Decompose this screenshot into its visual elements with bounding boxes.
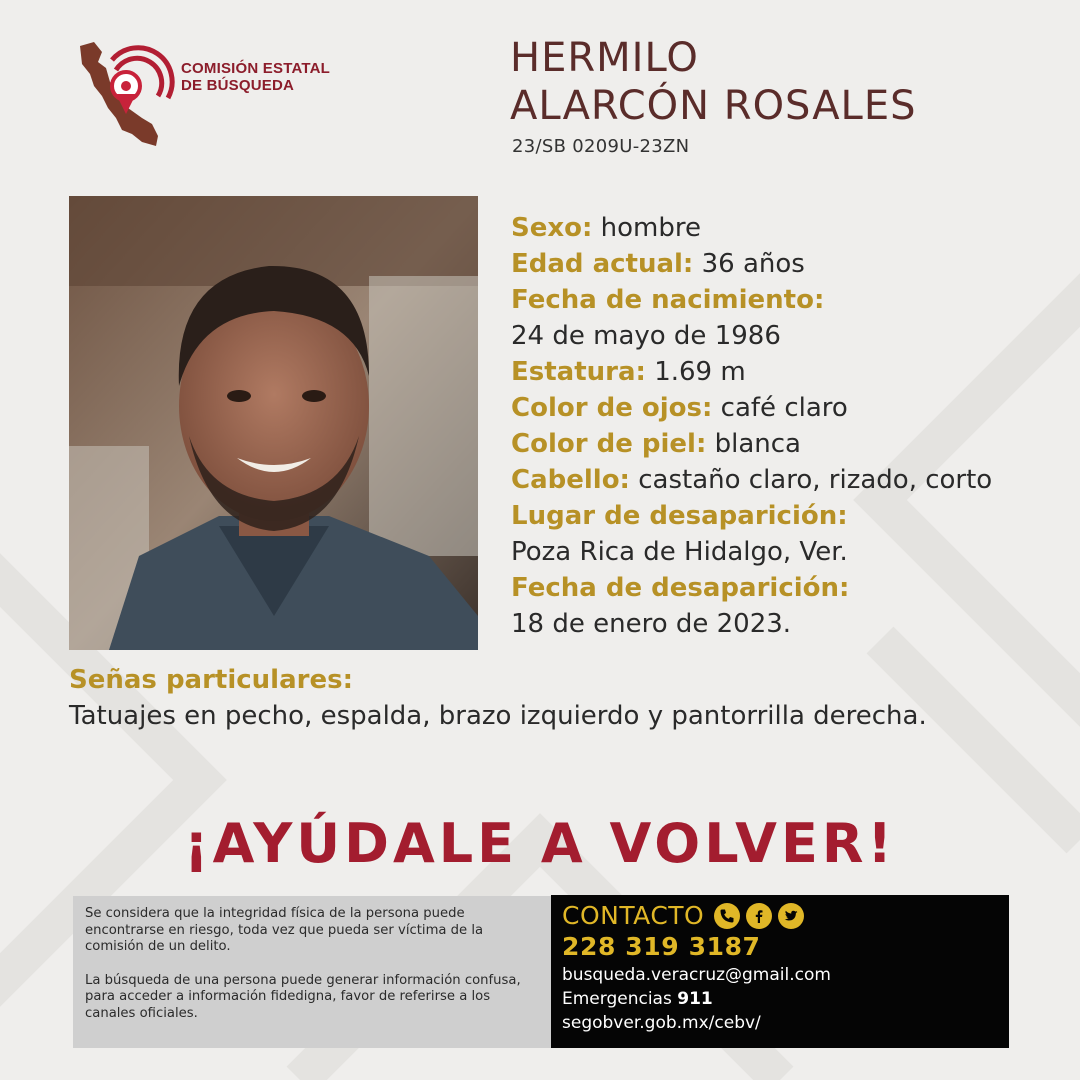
disclaimer-paragraph-1: Se considera que la integridad física de la persona puede encontrarse en riesgo, toda vez que pueda ser víctima de la comisión de un delito. — [85, 906, 484, 954]
contact-emergencias — [562, 987, 1009, 1011]
phone-icon[interactable] — [714, 903, 740, 929]
fecha-desap-label-row — [511, 570, 1051, 606]
logo-text — [181, 60, 330, 94]
ojos-value: café claro — [720, 393, 848, 423]
person-name — [510, 34, 1050, 130]
lugar-value: Poza Rica de Hidalgo, Ver. — [511, 537, 848, 567]
person-photo — [69, 196, 478, 650]
cabello-value: castaño claro, rizado, corto — [638, 465, 993, 495]
contact-phone[interactable]: 228 319 3187 — [562, 932, 761, 961]
cabello-label: Cabello: — [511, 465, 630, 495]
edad-label: Edad actual: — [511, 249, 694, 279]
call-to-action-heading: ¡AYÚDALE A VOLVER! — [183, 812, 897, 875]
lugar-label: Lugar de desaparición: — [511, 501, 848, 531]
social-icons — [714, 903, 804, 929]
name-line-1: HERMILO — [510, 35, 699, 81]
senas-particulares — [69, 662, 1059, 734]
edad-row — [511, 246, 1051, 282]
cabello-row — [511, 462, 1051, 498]
twitter-icon[interactable] — [778, 903, 804, 929]
fecha-desap-value: 18 de enero de 2023. — [511, 609, 792, 639]
estatura-value: 1.69 m — [654, 357, 746, 387]
senas-text: Tatuajes en pecho, espalda, brazo izquierdo y pantorrilla derecha. — [69, 701, 927, 731]
nacimiento-label-row — [511, 282, 1051, 318]
piel-value: blanca — [714, 429, 801, 459]
nacimiento-label: Fecha de nacimiento: — [511, 285, 825, 315]
emergencias-label: Emergencias — [562, 989, 672, 1009]
estatura-row — [511, 354, 1051, 390]
ojos-row — [511, 390, 1051, 426]
nacimiento-value: 24 de mayo de 1986 — [511, 321, 781, 351]
logo — [72, 38, 372, 153]
piel-row — [511, 426, 1051, 462]
edad-value: 36 años — [701, 249, 805, 279]
person-details — [511, 210, 1051, 642]
logo-line-1: COMISIÓN ESTATAL — [181, 60, 331, 77]
contact-web[interactable]: segobver.gob.mx/cebv/ — [562, 1013, 761, 1033]
sexo-row — [511, 210, 1051, 246]
facebook-icon[interactable] — [746, 903, 772, 929]
contact-title: CONTACTO — [562, 901, 705, 930]
senas-label: Señas particulares: — [69, 665, 353, 695]
lugar-label-row — [511, 498, 1051, 534]
disclaimer-paragraph-2: La búsqueda de una persona puede generar información confusa, para acceder a información fidedigna, favor de referirse a los canales oficiales. — [85, 972, 521, 1021]
name-line-2: ALARCÓN ROSALES — [510, 83, 917, 129]
estatura-label: Estatura: — [511, 357, 646, 387]
piel-label: Color de piel: — [511, 429, 707, 459]
disclaimer-panel — [73, 896, 551, 1048]
sexo-value: hombre — [600, 213, 701, 243]
contact-email[interactable]: busqueda.veracruz@gmail.com — [562, 965, 831, 985]
contact-panel — [551, 895, 1009, 1048]
case-id: 23/SB 0209U-23ZN — [512, 136, 690, 157]
veracruz-map-logo-icon — [72, 38, 182, 153]
sexo-label: Sexo: — [511, 213, 593, 243]
emergencias-number[interactable]: 911 — [677, 989, 713, 1009]
contact-title-row — [562, 901, 1009, 931]
logo-line-2: DE BÚSQUEDA — [181, 77, 295, 94]
fecha-desap-label: Fecha de desaparición: — [511, 573, 850, 603]
ojos-label: Color de ojos: — [511, 393, 713, 423]
